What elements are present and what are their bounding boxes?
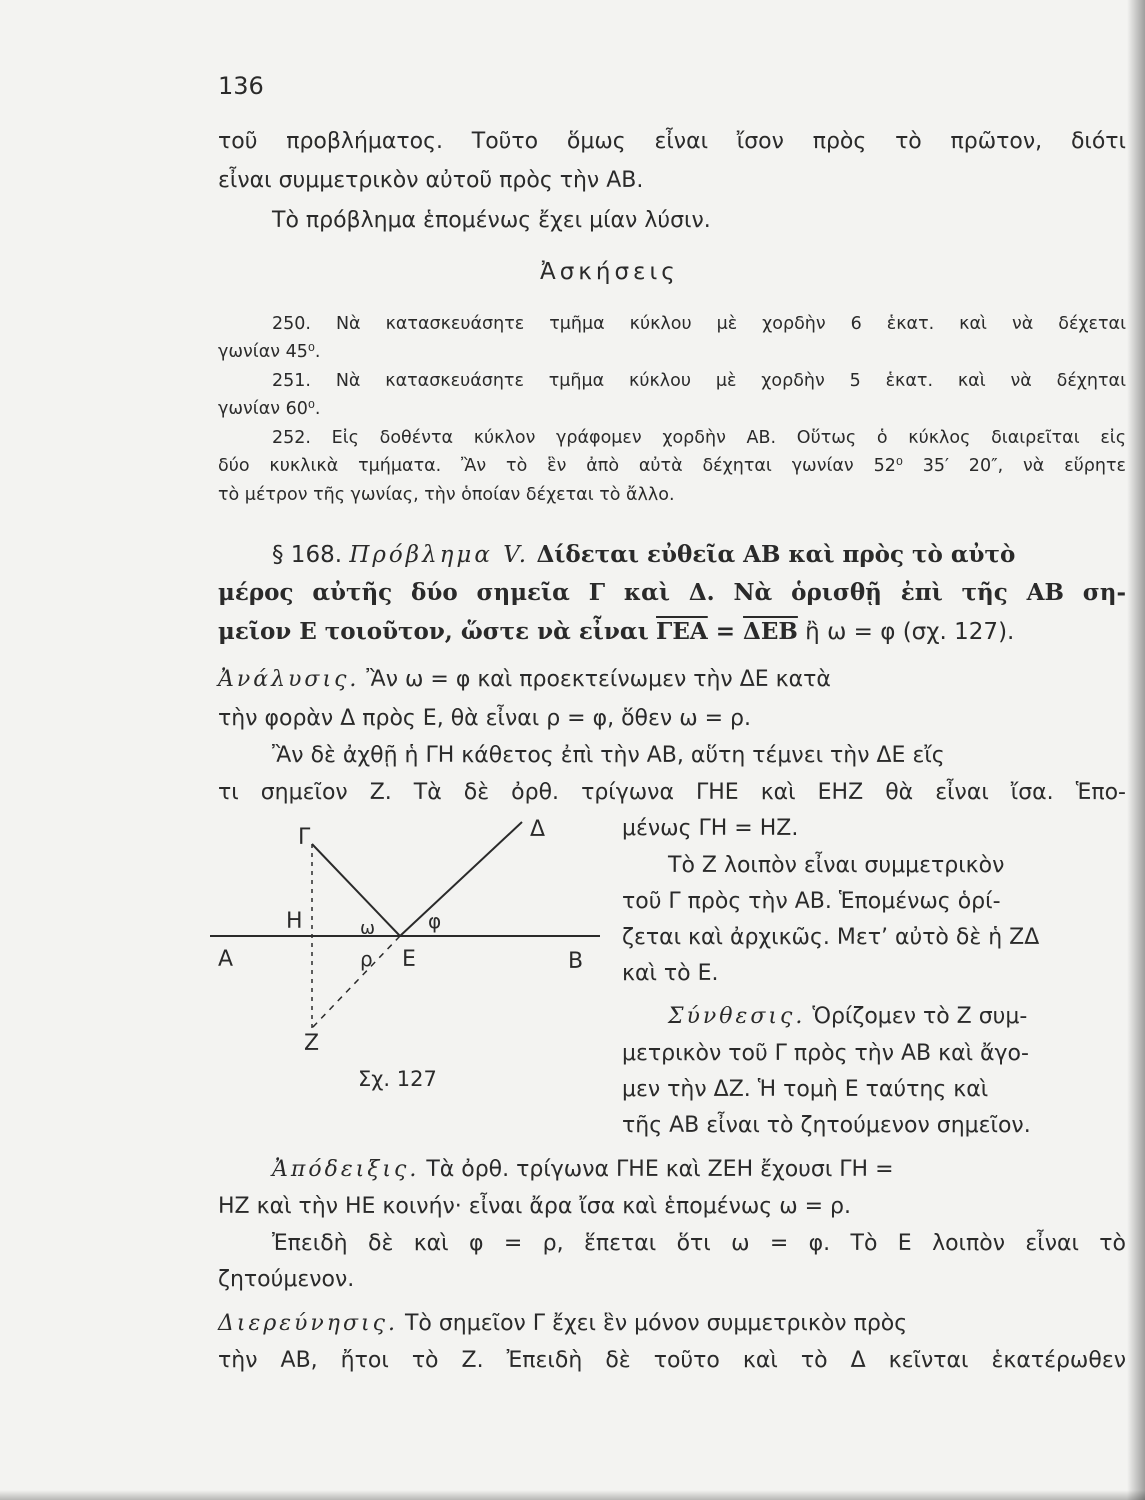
- proof-paragraph: [272, 1156, 894, 1184]
- exercise-252-cont: τὸ μέτρον τῆς γωνίας, τὴν ὁποίαν δέχεται τὸ ἄλλο.: [218, 485, 675, 505]
- page-number: 136: [218, 72, 264, 100]
- exercise-250-cont: γωνίαν 45⁰.: [218, 342, 321, 362]
- problem-heading: [272, 540, 1015, 570]
- analysis-text: τοῦ Γ πρὸς τὴν ΑΒ. Ἑπομένως ὁρί-: [622, 889, 1001, 914]
- label-epsilon: Ε: [402, 947, 416, 972]
- label-eta: Η: [286, 909, 303, 934]
- proof-text: ΗΖ καὶ τὴν ΗΕ κοινήν· εἶναι ἄρα ἴσα καὶ ἑπομένως ω = ρ.: [218, 1194, 852, 1219]
- problem-statement: μέρος αὐτῆς δύο σημεῖα Γ καὶ Δ. Νὰ ὁρισθῇ ἐπὶ τῆς ΑΒ ση-: [218, 579, 1126, 606]
- analysis-text: Ἂν ω = φ καὶ προεκτείνωμεν τὴν ΔΕ κατὰ: [366, 667, 831, 692]
- figure-127: [200, 808, 620, 1098]
- intro-line: Τὸ πρόβλημα ἑπομένως ἔχει μίαν λύσιν.: [272, 208, 711, 233]
- angle-gea: $\overline{\Gamma EA}$: [656, 618, 708, 645]
- synthesis-text: τῆς ΑΒ εἶναι τὸ ζητούμενον σημεῖον.: [622, 1113, 1031, 1138]
- problem-statement: Δίδεται εὐθεῖα ΑΒ καὶ πρὸς τὸ αὐτὸ: [536, 541, 1016, 568]
- analysis-paragraph: [218, 666, 831, 694]
- analysis-label: Ἀνάλυσις.: [218, 667, 360, 692]
- section-number: § 168.: [272, 542, 343, 568]
- problem-text: ἢ ω = φ (σχ. 127).: [797, 619, 1015, 645]
- synthesis-label: Σύνθεσις.: [668, 1004, 806, 1029]
- problem-statement: [218, 617, 1014, 647]
- synthesis-text: μεν τὴν ΔΖ. Ἡ τομὴ Ε ταύτης καὶ: [622, 1077, 989, 1102]
- analysis-text: τι σημεῖον Ζ. Τὰ δὲ ὀρθ. τρίγωνα ΓΗΕ καὶ ΕΗΖ θὰ εἶναι ἴσα. Ἑπο-: [218, 780, 1126, 805]
- exercise-251: 251. Νὰ κατασκευάσητε τμῆμα κύκλου μὲ χορδὴν 5 ἑκατ. καὶ νὰ δέχηται: [272, 371, 1126, 391]
- label-gamma: Γ: [298, 825, 311, 850]
- proof-label: Ἀπόδειξις.: [272, 1157, 420, 1182]
- label-rho: ρ: [360, 947, 373, 971]
- intro-line: εἶναι συμμετρικὸν αὐτοῦ πρὸς τὴν ΑΒ.: [218, 168, 644, 193]
- discussion-text: τὴν ΑΒ, ἤτοι τὸ Ζ. Ἐπειδὴ δὲ τοῦτο καὶ τὸ Δ κεῖνται ἑκατέρωθεν: [218, 1348, 1126, 1373]
- segment-ge: [312, 844, 400, 936]
- synthesis-paragraph: [668, 1003, 1027, 1031]
- proof-text: ζητούμενον.: [218, 1267, 355, 1292]
- analysis-text: Ἂν δὲ ἀχθῇ ἡ ΓΗ κάθετος ἐπὶ τὴν ΑΒ, αὕτη τέμνει τὴν ΔΕ εἴς: [272, 743, 945, 768]
- angle-deb: $\overline{\Delta EB}$: [743, 618, 798, 645]
- exercise-252-cont: δύο κυκλικὰ τμήματα. Ἂν τὸ ἓν ἀπὸ αὐτὰ δέχηται γωνίαν 52⁰ 35′ 20″, νὰ εὕρητε: [218, 456, 1126, 476]
- analysis-text: τὴν φορὰν Δ πρὸς Ε, θὰ εἶναι ρ = φ, ὅθεν ω = ρ.: [218, 706, 751, 731]
- problem-label: Πρόβλημα V.: [349, 542, 530, 568]
- segment-ed: [400, 822, 522, 936]
- discussion-label: Διερεύνησις.: [218, 1311, 398, 1336]
- label-alpha: Α: [218, 947, 234, 972]
- page-bottom-shadow: [0, 1490, 1145, 1500]
- page-edge-shadow: [1127, 0, 1145, 1500]
- intro-line: τοῦ προβλήματος. Τοῦτο ὅμως εἶναι ἴσον πρὸς τὸ πρῶτον, διότι: [218, 129, 1126, 154]
- discussion-paragraph: [218, 1310, 907, 1338]
- proof-text: Ἐπειδὴ δὲ καὶ φ = ρ, ἕπεται ὅτι ω = φ. Τὸ Ε λοιπὸν εἶναι τὸ: [272, 1231, 1126, 1256]
- analysis-text: Τὸ Ζ λοιπὸν εἶναι συμμετρικὸν: [668, 853, 1005, 878]
- label-delta: Δ: [530, 817, 546, 842]
- exercises-heading: Ἀσκήσεις: [540, 259, 679, 285]
- exercise-251-cont: γωνίαν 60⁰.: [218, 399, 321, 419]
- analysis-text: ζεται καὶ ἀρχικῶς. Μετ’ αὐτὸ δὲ ἡ ΖΔ: [622, 925, 1040, 950]
- label-beta: Β: [568, 949, 584, 974]
- analysis-text: μένως ΓΗ = ΗΖ.: [622, 816, 799, 841]
- label-zeta: Ζ: [304, 1031, 320, 1056]
- problem-text: μεῖον Ε τοιοῦτον, ὥστε νὰ εἶναι: [218, 618, 649, 645]
- label-phi: φ: [428, 909, 442, 933]
- figure-caption: Σχ. 127: [358, 1067, 437, 1091]
- discussion-text: Τὸ σημεῖον Γ ἔχει ἓν μόνον συμμετρικὸν πρὸς: [404, 1311, 908, 1336]
- synthesis-text: Ὁρίζομεν τὸ Ζ συμ-: [812, 1004, 1028, 1029]
- equals-sign: =: [707, 618, 744, 645]
- proof-text: Τὰ ὀρθ. τρίγωνα ΓΗΕ καὶ ΖΕΗ ἔχουσι ΓΗ =: [426, 1157, 894, 1182]
- segment-ez: [312, 936, 400, 1028]
- label-omega: ω: [360, 918, 376, 939]
- exercise-252: 252. Εἰς δοθέντα κύκλον γράφομεν χορδὴν ΑΒ. Οὕτως ὁ κύκλος διαιρεῖται εἰς: [272, 428, 1126, 448]
- analysis-text: καὶ τὸ Ε.: [622, 961, 719, 986]
- exercise-250: 250. Νὰ κατασκευάσητε τμῆμα κύκλου μὲ χορδὴν 6 ἑκατ. καὶ νὰ δέχεται: [272, 314, 1126, 334]
- synthesis-text: μετρικὸν τοῦ Γ πρὸς τὴν ΑΒ καὶ ἄγο-: [622, 1041, 1029, 1066]
